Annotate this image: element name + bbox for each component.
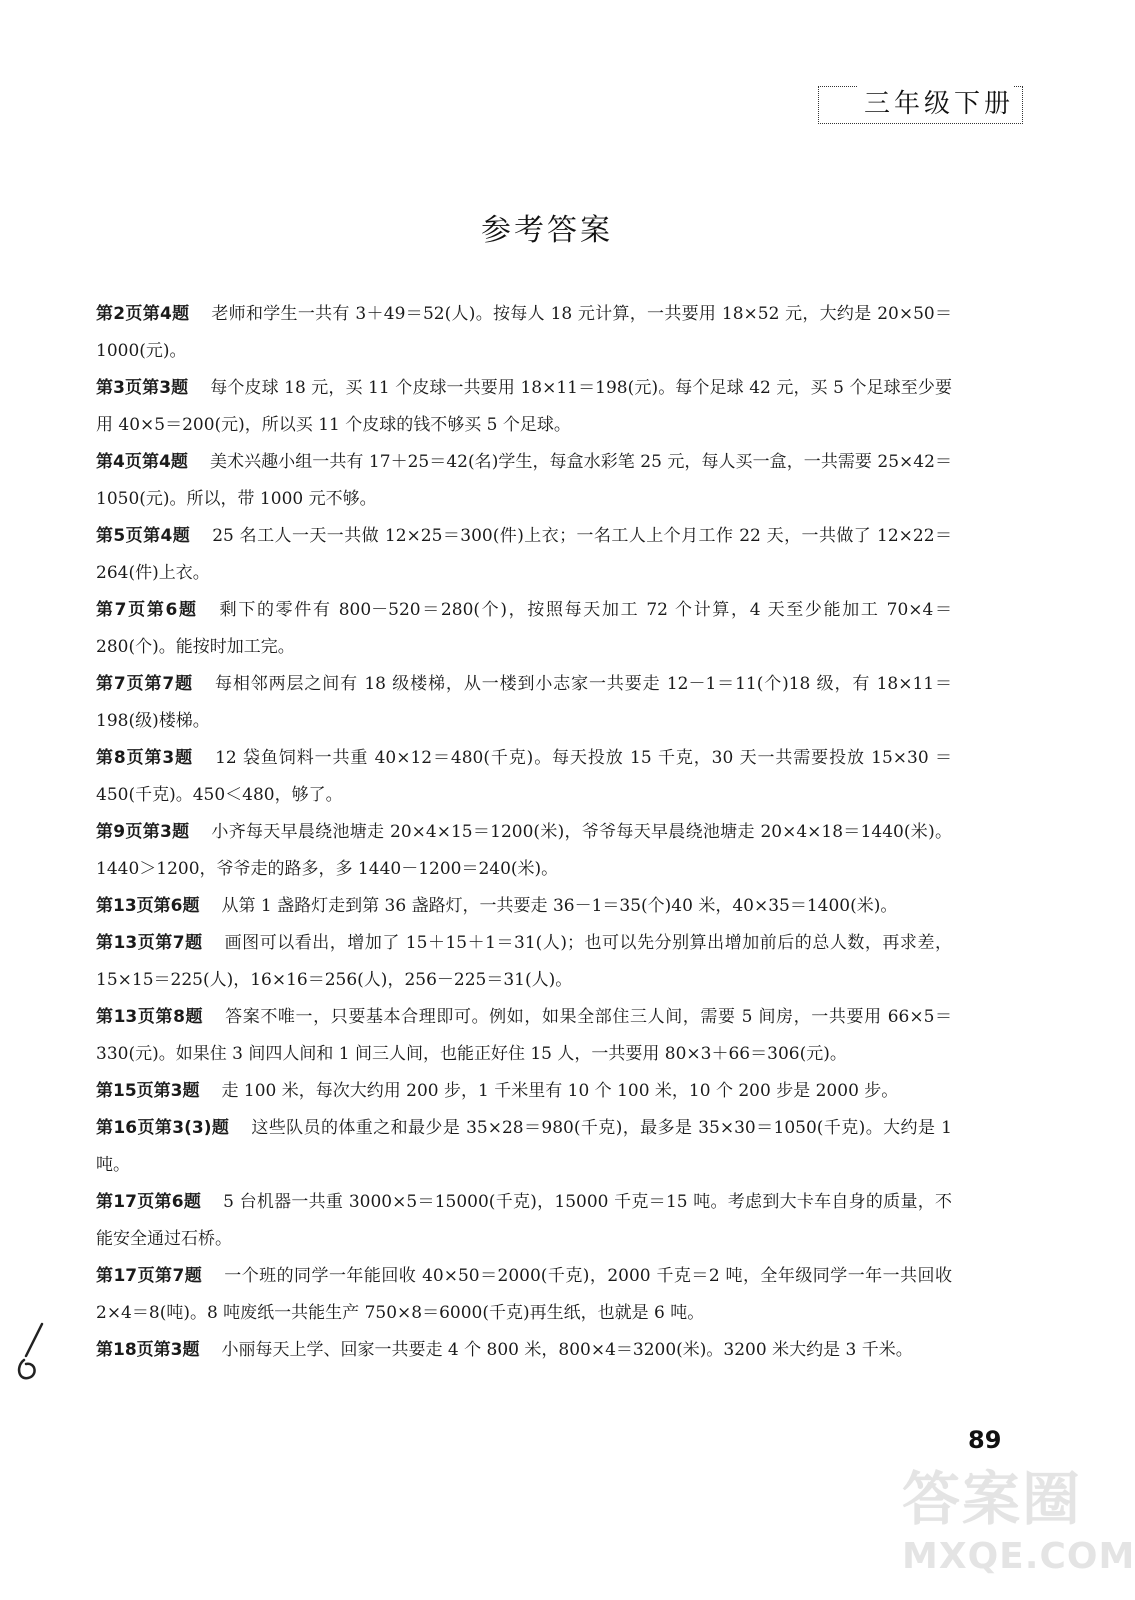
watermark-logo: 答案圈	[902, 1465, 1083, 1533]
answer-entry	[96, 999, 952, 1073]
answer-entry	[96, 370, 952, 444]
answer-entry	[96, 1110, 952, 1184]
answer-text: 答案不唯一，只要基本合理即可。例如，如果全部住三人间，需要 5 间房，一共要用 66×5＝330(元)。如果住 3 间四人间和 1 间三人间，也能正好住 15 人，一共要用 80×3＋66＝306(元)。	[96, 1007, 952, 1064]
answer-label: 第13页第8题	[96, 1007, 204, 1027]
answer-entry	[96, 1184, 952, 1258]
answer-text: 每个皮球 18 元，买 11 个皮球一共要用 18×11＝198(元)。每个足球 42 元，买 5 个足球至少要用 40×5＝200(元)，所以买 11 个皮球的钱不够买 5 个足球。	[96, 378, 952, 435]
answer-label: 第7页第7题	[96, 674, 193, 694]
page-number: 89	[968, 1426, 1002, 1454]
answer-entry	[96, 1332, 952, 1369]
answer-label: 第7页第6题	[96, 600, 198, 620]
header-title: 三年级下册	[858, 83, 1014, 120]
answer-text: 一个班的同学一年能回收 40×50＝2000(千克)，2000 千克＝2 吨，全年级同学一年一共回收 2×4＝8(吨)。8 吨废纸一共能生产 750×8＝6000(千克)再生纸，也就是 6 吨。	[96, 1266, 952, 1323]
answer-label: 第3页第3题	[96, 378, 189, 398]
answer-text: 老师和学生一共有 3＋49＝52(人)。按每人 18 元计算，一共要用 18×52 元，大约是 20×50＝1000(元)。	[96, 304, 952, 361]
answer-entry	[96, 814, 952, 888]
answer-label: 第16页第3(3)题	[96, 1118, 230, 1138]
answer-label: 第13页第7题	[96, 933, 203, 953]
answer-entry	[96, 740, 952, 814]
answer-label: 第4页第4题	[96, 452, 188, 472]
answer-label: 第13页第6题	[96, 896, 200, 916]
answer-entry	[96, 592, 952, 666]
answer-entry	[96, 666, 952, 740]
answer-entry	[96, 925, 952, 999]
watermark-url: MXQE.COM	[902, 1536, 1135, 1577]
handwritten-mark	[12, 1322, 52, 1384]
answer-text: 5 台机器一共重 3000×5＝15000(千克)，15000 千克＝15 吨。考虑到大卡车自身的质量，不能安全通过石桥。	[96, 1192, 952, 1249]
answer-entry	[96, 1073, 952, 1110]
answer-text: 每相邻两层之间有 18 级楼梯，从一楼到小志家一共要走 12－1＝11(个)18 级，有 18×11＝198(级)楼梯。	[96, 674, 952, 731]
answer-label: 第17页第6题	[96, 1192, 202, 1212]
answer-entry	[96, 888, 952, 925]
answer-label: 第15页第3题	[96, 1081, 200, 1101]
answer-entry	[96, 296, 952, 370]
answer-text: 画图可以看出，增加了 15＋15＋1＝31(人)；也可以先分别算出增加前后的总人数，再求差，15×15＝225(人)，16×16＝256(人)，256－225＝31(人)。	[96, 933, 952, 990]
answer-text: 美术兴趣小组一共有 17＋25＝42(名)学生，每盒水彩笔 25 元，每人买一盒，一共需要 25×42＝1050(元)。所以，带 1000 元不够。	[96, 452, 952, 509]
page-title: 参考答案	[481, 213, 613, 248]
answer-label: 第17页第7题	[96, 1266, 203, 1286]
answer-text: 走 100 米，每次大约用 200 步，1 千米里有 10 个 100 米，10 个 200 步是 2000 步。	[221, 1081, 899, 1101]
answer-entry	[96, 1258, 952, 1332]
answer-text: 12 袋鱼饲料一共重 40×12＝480(千克)。每天投放 15 千克，30 天一共需要投放 15×30 ＝450(千克)。450＜480，够了。	[96, 748, 952, 805]
answer-text: 剩下的零件有 800－520＝280(个)，按照每天加工 72 个计算，4 天至少能加工 70×4＝280(个)。能按时加工完。	[96, 600, 952, 657]
answer-text: 从第 1 盏路灯走到第 36 盏路灯，一共要走 36－1＝35(个)40 米，40×35＝1400(米)。	[221, 896, 898, 916]
watermark	[902, 1452, 1135, 1592]
answer-label: 第5页第4题	[96, 526, 191, 546]
answer-entry	[96, 518, 952, 592]
answer-text: 25 名工人一天一共做 12×25＝300(件)上衣；一名工人上个月工作 22 天，一共做了 12×22＝264(件)上衣。	[96, 526, 952, 583]
answer-label: 第8页第3题	[96, 748, 194, 768]
answer-text: 这些队员的体重之和最少是 35×28＝980(千克)，最多是 35×30＝1050(千克)。大约是 1 吨。	[96, 1118, 952, 1175]
answer-entry	[96, 444, 952, 518]
header-box	[818, 86, 1023, 124]
answer-label: 第2页第4题	[96, 304, 190, 324]
answer-text: 小丽每天上学、回家一共要走 4 个 800 米，800×4＝3200(米)。3200 米大约是 3 千米。	[221, 1340, 913, 1360]
answer-text: 小齐每天早晨绕池塘走 20×4×15＝1200(米)，爷爷每天早晨绕池塘走 20×4×18＝1440(米)。1440＞1200，爷爷走的路多，多 1440－1200＝240(米)。	[96, 822, 952, 879]
answer-label: 第18页第3题	[96, 1340, 200, 1360]
answer-label: 第9页第3题	[96, 822, 190, 842]
answer-list	[96, 296, 952, 1369]
